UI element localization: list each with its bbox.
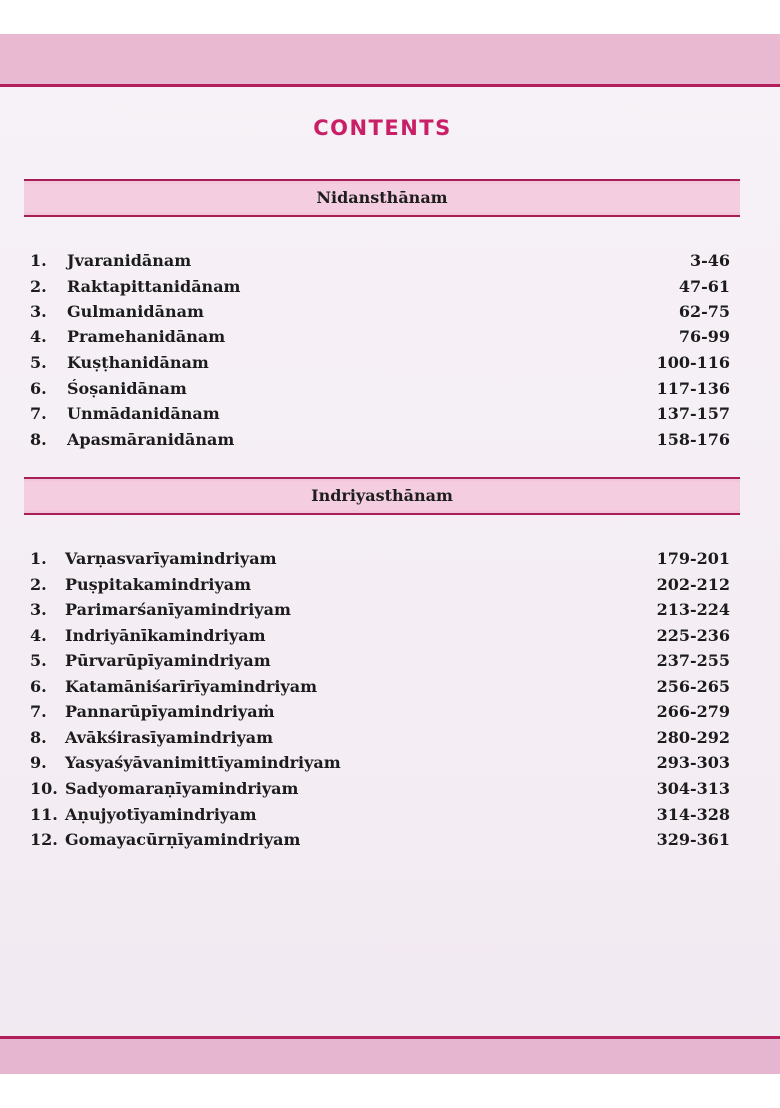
- toc-entry: [30, 677, 730, 701]
- toc-entry: [30, 830, 730, 854]
- entry-number: 3.: [30, 302, 47, 321]
- entry-title: Sadyomaraṇīyamindriyam: [65, 779, 299, 798]
- entry-title: Aṇujyotīyamindriyam: [65, 805, 257, 824]
- toc-entry: [30, 327, 730, 351]
- entry-title: Apasmāranidānam: [67, 430, 235, 449]
- entry-title: Varṇasvarīyamindriyam: [65, 549, 277, 568]
- entry-title: Indriyānīkamindriyam: [65, 626, 266, 645]
- toc-entry: [30, 353, 730, 377]
- toc-entry: [30, 753, 730, 777]
- entry-number: 6.: [30, 677, 47, 696]
- top-decorative-band: [0, 34, 780, 86]
- entry-number: 2.: [30, 277, 47, 296]
- toc-entry: [30, 404, 730, 428]
- entry-title: Pūrvarūpīyamindriyam: [65, 651, 271, 670]
- entry-pages: 237-255: [656, 651, 730, 670]
- toc-entry: [30, 600, 730, 624]
- entry-number: 12.: [30, 830, 58, 849]
- entry-number: 4.: [30, 327, 47, 346]
- entry-pages: 225-236: [656, 626, 730, 645]
- entry-pages: 117-136: [656, 379, 730, 398]
- toc-entry: [30, 728, 730, 752]
- entry-number: 2.: [30, 575, 47, 594]
- entry-number: 5.: [30, 353, 47, 372]
- entry-title: Gulmanidānam: [67, 302, 204, 321]
- entry-number: 7.: [30, 702, 47, 721]
- entry-title: Gomayacūrṇīyamindriyam: [65, 830, 301, 849]
- entry-title: Puṣpitakamindriyam: [65, 575, 252, 594]
- entry-pages: 3-46: [689, 251, 730, 270]
- entry-number: 8.: [30, 728, 47, 747]
- toc-entry: [30, 251, 730, 275]
- entry-title: Kuṣṭhanidānam: [67, 353, 209, 372]
- entry-pages: 202-212: [656, 575, 730, 594]
- entry-pages: 47-61: [678, 277, 730, 296]
- entry-number: 1.: [30, 549, 47, 568]
- entry-pages: 256-265: [656, 677, 730, 696]
- entry-pages: 137-157: [656, 404, 730, 423]
- entry-title: Śoṣanidānam: [67, 379, 187, 398]
- entry-pages: 293-303: [656, 753, 730, 772]
- entry-title: Avākśirasīyamindriyam: [65, 728, 274, 747]
- entry-number: 10.: [30, 779, 58, 798]
- entry-number: 7.: [30, 404, 47, 423]
- entry-pages: 100-116: [656, 353, 730, 372]
- toc-entry: [30, 626, 730, 650]
- section-header: [24, 179, 740, 217]
- entry-title: Unmādanidānam: [67, 404, 220, 423]
- page-title: CONTENTS: [313, 116, 452, 140]
- toc-entry: [30, 805, 730, 829]
- toc-entry: [30, 379, 730, 403]
- entry-number: 1.: [30, 251, 47, 270]
- entry-pages: 266-279: [656, 702, 730, 721]
- entry-number: 9.: [30, 753, 47, 772]
- entry-pages: 62-75: [678, 302, 730, 321]
- entry-title: Pramehanidānam: [67, 327, 226, 346]
- entry-number: 8.: [30, 430, 47, 449]
- toc-entry: [30, 277, 730, 301]
- entry-pages: 76-99: [678, 327, 730, 346]
- toc-entry: [30, 430, 730, 454]
- section-heading: Nidansthānam: [316, 188, 448, 207]
- entry-title: Parimarśanīyamindriyam: [65, 600, 291, 619]
- entry-title: Raktapittanidānam: [67, 277, 241, 296]
- toc-entry: [30, 549, 730, 573]
- entry-pages: 213-224: [656, 600, 730, 619]
- entry-number: 4.: [30, 626, 47, 645]
- entry-pages: 314-328: [656, 805, 730, 824]
- entry-number: 5.: [30, 651, 47, 670]
- entry-pages: 158-176: [656, 430, 730, 449]
- toc-entry: [30, 702, 730, 726]
- toc-entry: [30, 779, 730, 803]
- section-header: [24, 477, 740, 515]
- entry-title: Jvaranidānam: [67, 251, 192, 270]
- entry-title: Katamāniśarīrīyamindriyam: [65, 677, 318, 696]
- entry-title: Yasyaśyāvanimittīyamindriyam: [65, 753, 341, 772]
- section-heading: Indriyasthānam: [311, 486, 453, 505]
- toc-entry: [30, 575, 730, 599]
- entry-number: 11.: [30, 805, 58, 824]
- toc-entry: [30, 302, 730, 326]
- entry-pages: 329-361: [656, 830, 730, 849]
- bottom-decorative-band: [0, 1039, 780, 1074]
- entry-pages: 179-201: [656, 549, 730, 568]
- entry-title: Pannarūpīyamindriyaṁ: [65, 702, 275, 721]
- entry-pages: 280-292: [656, 728, 730, 747]
- entry-number: 3.: [30, 600, 47, 619]
- top-rule: [0, 84, 780, 87]
- entry-pages: 304-313: [656, 779, 730, 798]
- toc-entry: [30, 651, 730, 675]
- entry-number: 6.: [30, 379, 47, 398]
- book-page: [0, 34, 780, 1074]
